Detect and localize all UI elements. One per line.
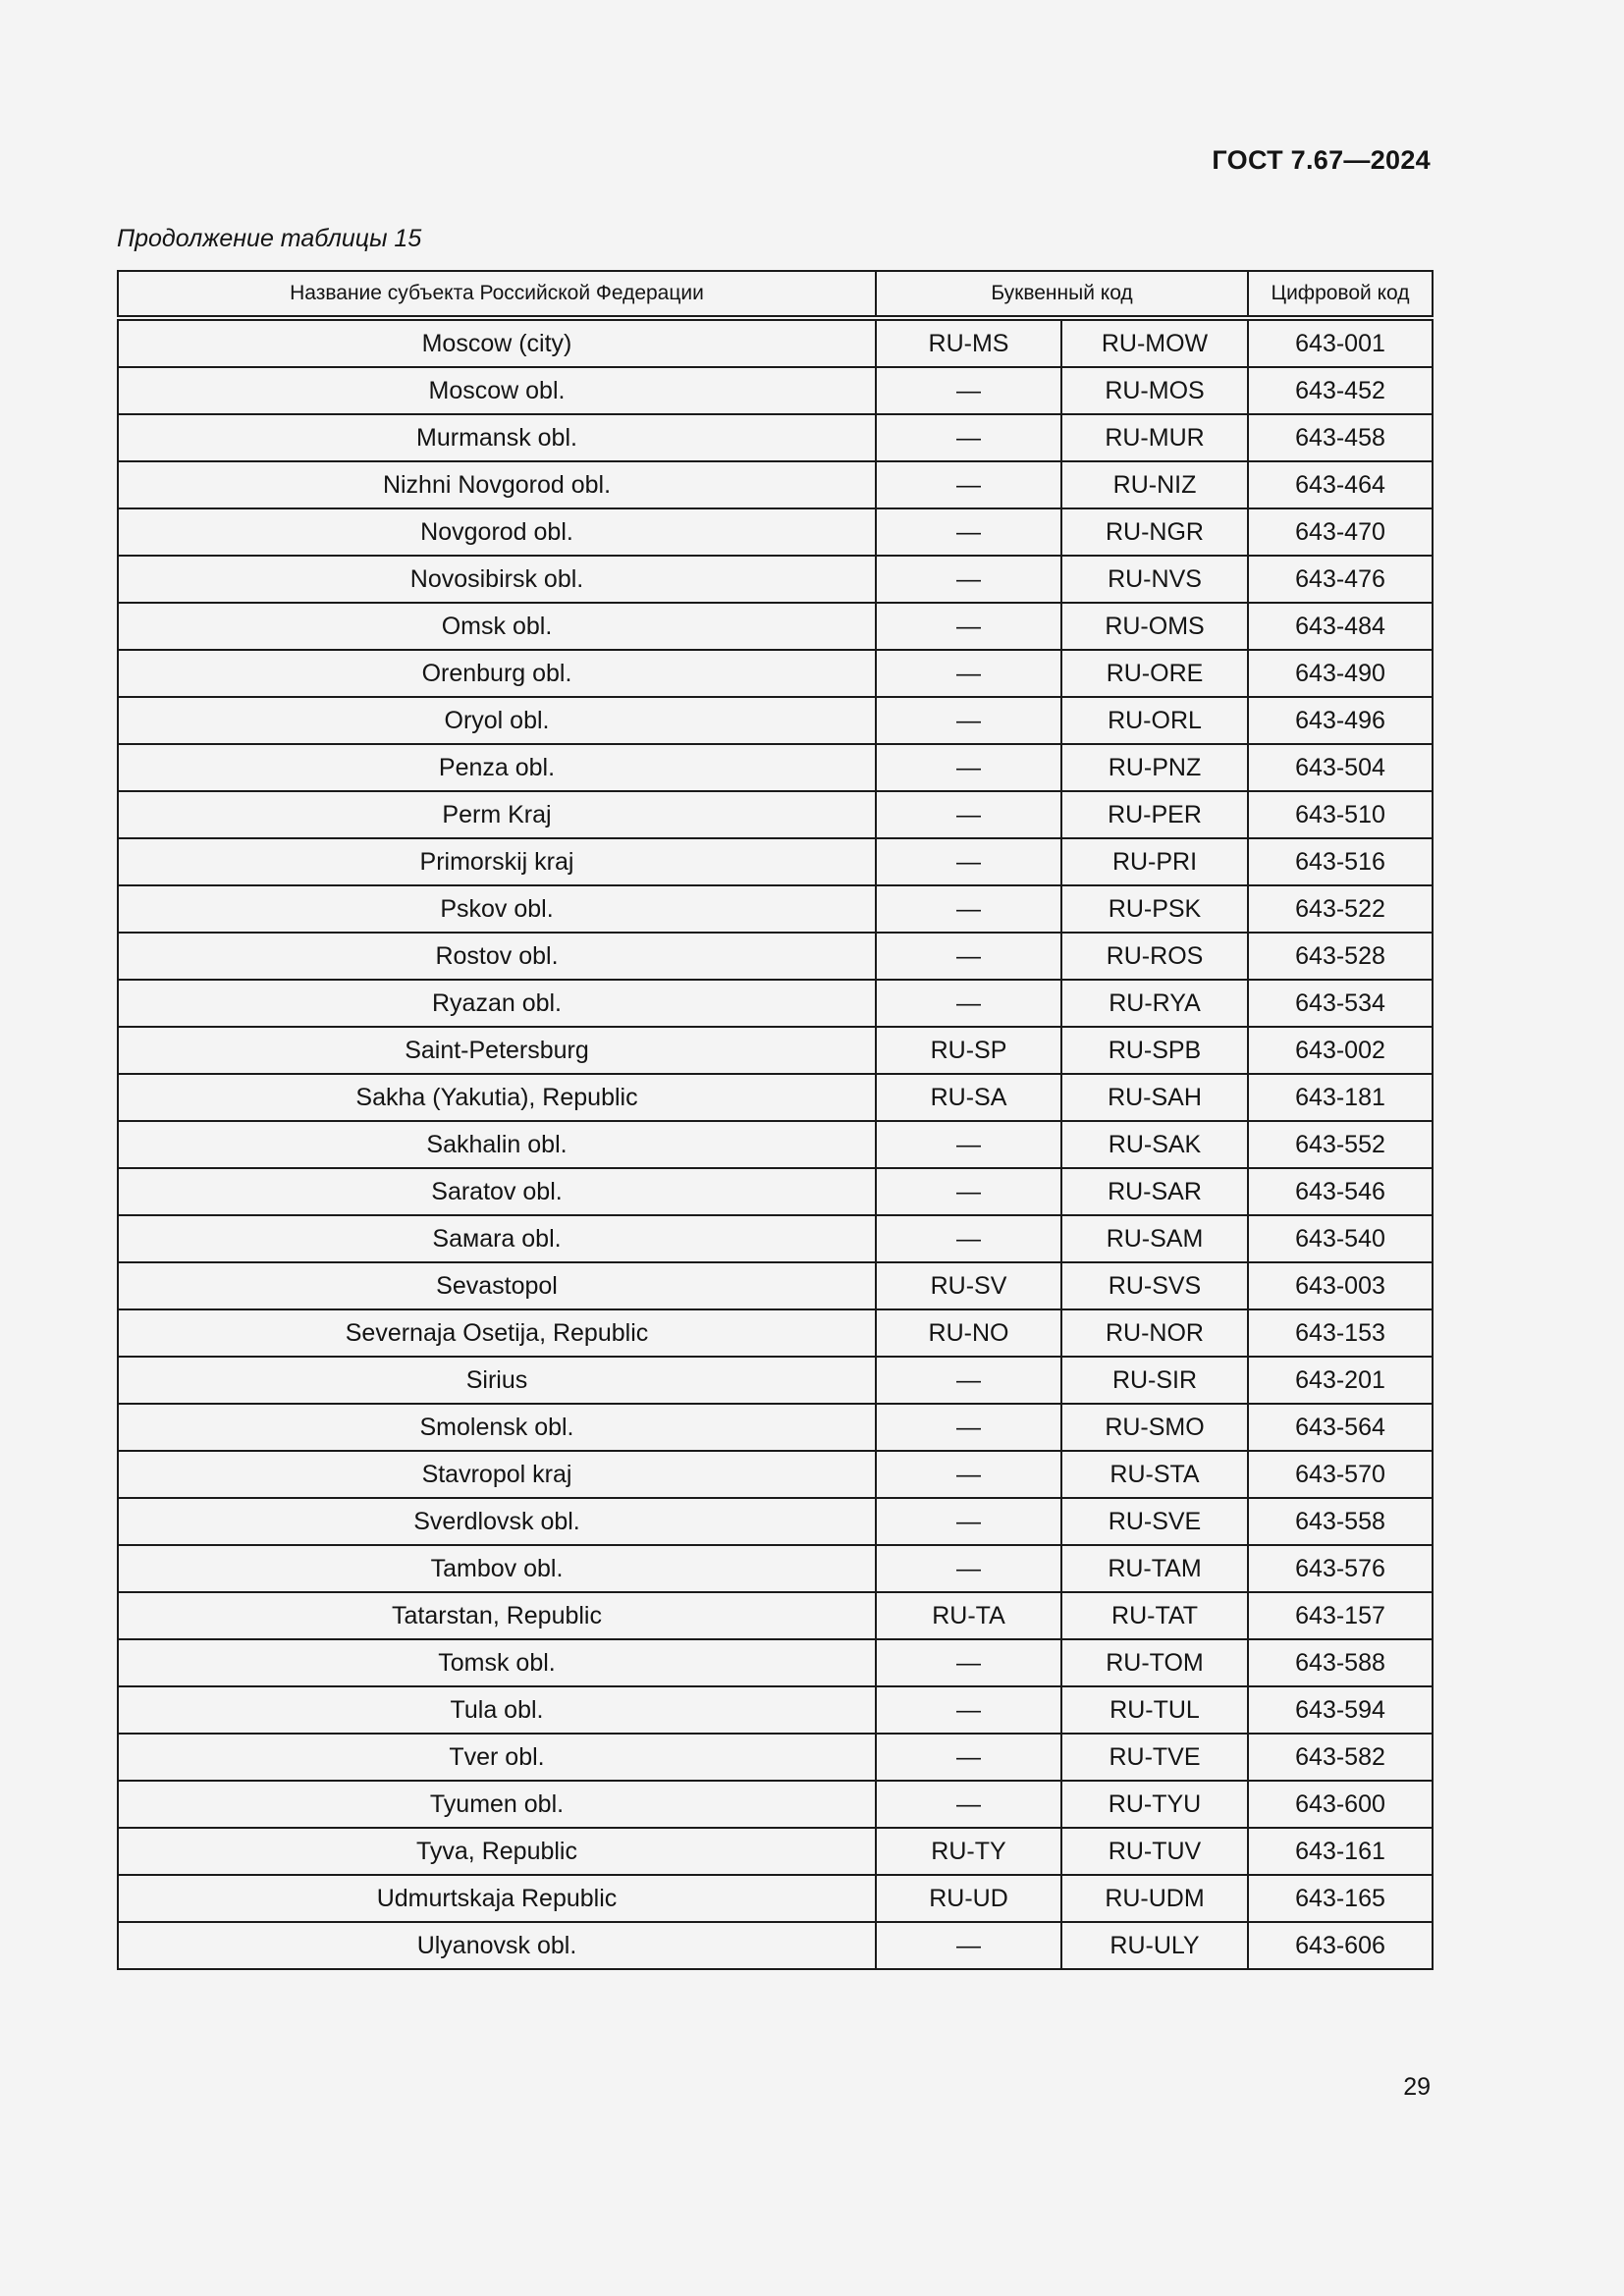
table-row (118, 1357, 1433, 1404)
alpha2-code-cell: — (876, 1404, 1061, 1451)
numeric-code-cell: 643-522 (1248, 885, 1433, 933)
alpha3-code-cell: RU-TAT (1061, 1592, 1248, 1639)
numeric-code-cell: 643-516 (1248, 838, 1433, 885)
alpha2-code-cell: — (876, 980, 1061, 1027)
region-name-cell: Tver obl. (118, 1734, 876, 1781)
table-row (118, 367, 1433, 414)
alpha2-code-cell: — (876, 838, 1061, 885)
alpha3-code-cell: RU-SAR (1061, 1168, 1248, 1215)
alpha3-code-cell: RU-SVS (1061, 1262, 1248, 1309)
numeric-code-cell: 643-161 (1248, 1828, 1433, 1875)
document-id: ГОСТ 7.67—2024 (1212, 145, 1431, 175)
numeric-code-cell: 643-181 (1248, 1074, 1433, 1121)
page-number: 29 (1403, 2073, 1431, 2101)
alpha2-code-cell: RU-TA (876, 1592, 1061, 1639)
numeric-code-cell: 643-504 (1248, 744, 1433, 791)
table-row (118, 1074, 1433, 1121)
region-name-cell: Omsk obl. (118, 603, 876, 650)
numeric-code-cell: 643-490 (1248, 650, 1433, 697)
numeric-code-cell: 643-600 (1248, 1781, 1433, 1828)
alpha2-code-cell: — (876, 1545, 1061, 1592)
numeric-code-cell: 643-582 (1248, 1734, 1433, 1781)
alpha3-code-cell: RU-ORE (1061, 650, 1248, 697)
alpha2-code-cell: RU-MS (876, 318, 1061, 367)
alpha2-code-cell: — (876, 414, 1061, 461)
region-name-cell: Sverdlovsk obl. (118, 1498, 876, 1545)
alpha3-code-cell: RU-ROS (1061, 933, 1248, 980)
region-name-cell: Rostov obl. (118, 933, 876, 980)
table-row (118, 1875, 1433, 1922)
alpha3-code-cell: RU-PER (1061, 791, 1248, 838)
alpha2-code-cell: — (876, 508, 1061, 556)
numeric-code-cell: 643-540 (1248, 1215, 1433, 1262)
alpha2-code-cell: — (876, 1121, 1061, 1168)
numeric-code-cell: 643-528 (1248, 933, 1433, 980)
alpha3-code-cell: RU-SMO (1061, 1404, 1248, 1451)
region-name-cell: Tambov obl. (118, 1545, 876, 1592)
numeric-code-cell: 643-003 (1248, 1262, 1433, 1309)
region-name-cell: Nizhni Novgorod obl. (118, 461, 876, 508)
region-name-cell: Ulyanovsk obl. (118, 1922, 876, 1969)
alpha3-code-cell: RU-SAK (1061, 1121, 1248, 1168)
table-row (118, 1027, 1433, 1074)
numeric-code-cell: 643-452 (1248, 367, 1433, 414)
alpha2-code-cell: — (876, 1215, 1061, 1262)
region-codes-table (117, 270, 1434, 1970)
alpha3-code-cell: RU-STA (1061, 1451, 1248, 1498)
alpha3-code-cell: RU-MOS (1061, 367, 1248, 414)
numeric-code-cell: 643-588 (1248, 1639, 1433, 1686)
table-row (118, 1121, 1433, 1168)
alpha2-code-cell: RU-UD (876, 1875, 1061, 1922)
table-body (118, 318, 1433, 1969)
region-name-cell: Primorskij kraj (118, 838, 876, 885)
numeric-code-cell: 643-001 (1248, 318, 1433, 367)
alpha3-code-cell: RU-TAM (1061, 1545, 1248, 1592)
table-row (118, 744, 1433, 791)
alpha3-code-cell: RU-TYU (1061, 1781, 1248, 1828)
table-row (118, 1592, 1433, 1639)
alpha2-code-cell: — (876, 1922, 1061, 1969)
column-header-digit-code: Цифровой код (1248, 271, 1433, 318)
region-name-cell: Saratov obl. (118, 1168, 876, 1215)
alpha2-code-cell: RU-SA (876, 1074, 1061, 1121)
column-header-name: Название субъекта Российской Федерации (118, 271, 876, 318)
alpha3-code-cell: RU-RYA (1061, 980, 1248, 1027)
alpha3-code-cell: RU-SIR (1061, 1357, 1248, 1404)
alpha2-code-cell: — (876, 791, 1061, 838)
table-row (118, 1168, 1433, 1215)
region-name-cell: Udmurtskaja Republic (118, 1875, 876, 1922)
region-name-cell: Tula obl. (118, 1686, 876, 1734)
table-row (118, 1922, 1433, 1969)
alpha3-code-cell: RU-OMS (1061, 603, 1248, 650)
alpha2-code-cell: — (876, 461, 1061, 508)
alpha3-code-cell: RU-TUL (1061, 1686, 1248, 1734)
alpha2-code-cell: — (876, 556, 1061, 603)
numeric-code-cell: 643-564 (1248, 1404, 1433, 1451)
table-row (118, 1686, 1433, 1734)
alpha3-code-cell: RU-MOW (1061, 318, 1248, 367)
alpha3-code-cell: RU-ORL (1061, 697, 1248, 744)
alpha3-code-cell: RU-PRI (1061, 838, 1248, 885)
table-row (118, 414, 1433, 461)
region-name-cell: Smolensk obl. (118, 1404, 876, 1451)
alpha2-code-cell: RU-SV (876, 1262, 1061, 1309)
column-header-letter-code: Буквенный код (876, 271, 1248, 318)
numeric-code-cell: 643-476 (1248, 556, 1433, 603)
numeric-code-cell: 643-470 (1248, 508, 1433, 556)
region-name-cell: Moscow obl. (118, 367, 876, 414)
alpha3-code-cell: RU-NOR (1061, 1309, 1248, 1357)
region-name-cell: Tomsk obl. (118, 1639, 876, 1686)
alpha2-code-cell: — (876, 885, 1061, 933)
region-name-cell: Sirius (118, 1357, 876, 1404)
table-row (118, 1781, 1433, 1828)
table-row (118, 885, 1433, 933)
region-name-cell: Sakha (Yakutia), Republic (118, 1074, 876, 1121)
numeric-code-cell: 643-496 (1248, 697, 1433, 744)
table-row (118, 1215, 1433, 1262)
table-header (118, 271, 1433, 318)
region-name-cell: Tyva, Republic (118, 1828, 876, 1875)
alpha2-code-cell: — (876, 1734, 1061, 1781)
alpha3-code-cell: RU-NVS (1061, 556, 1248, 603)
table-row (118, 1734, 1433, 1781)
numeric-code-cell: 643-484 (1248, 603, 1433, 650)
region-name-cell: Ryazan obl. (118, 980, 876, 1027)
region-name-cell: Pskov obl. (118, 885, 876, 933)
alpha2-code-cell: — (876, 1451, 1061, 1498)
table-row (118, 508, 1433, 556)
alpha2-code-cell: — (876, 603, 1061, 650)
numeric-code-cell: 643-570 (1248, 1451, 1433, 1498)
region-name-cell: Novosibirsk obl. (118, 556, 876, 603)
region-name-cell: Tatarstan, Republic (118, 1592, 876, 1639)
table-row (118, 791, 1433, 838)
alpha3-code-cell: RU-SVE (1061, 1498, 1248, 1545)
table-row (118, 980, 1433, 1027)
alpha2-code-cell: — (876, 697, 1061, 744)
table-row (118, 1498, 1433, 1545)
alpha2-code-cell: — (876, 1639, 1061, 1686)
table-row (118, 1545, 1433, 1592)
alpha3-code-cell: RU-MUR (1061, 414, 1248, 461)
alpha3-code-cell: RU-SAH (1061, 1074, 1248, 1121)
alpha3-code-cell: RU-PNZ (1061, 744, 1248, 791)
numeric-code-cell: 643-558 (1248, 1498, 1433, 1545)
numeric-code-cell: 643-464 (1248, 461, 1433, 508)
alpha2-code-cell: RU-SP (876, 1027, 1061, 1074)
alpha2-code-cell: — (876, 1357, 1061, 1404)
region-name-cell: Stavropol kraj (118, 1451, 876, 1498)
region-name-cell: Murmansk obl. (118, 414, 876, 461)
region-name-cell: Perm Kraj (118, 791, 876, 838)
alpha2-code-cell: — (876, 1686, 1061, 1734)
region-name-cell: Novgorod obl. (118, 508, 876, 556)
numeric-code-cell: 643-546 (1248, 1168, 1433, 1215)
alpha2-code-cell: RU-NO (876, 1309, 1061, 1357)
table-row (118, 318, 1433, 367)
region-name-cell: Sevastopol (118, 1262, 876, 1309)
table-row (118, 1639, 1433, 1686)
numeric-code-cell: 643-165 (1248, 1875, 1433, 1922)
alpha2-code-cell: — (876, 1498, 1061, 1545)
table-row (118, 1262, 1433, 1309)
region-name-cell: Orenburg obl. (118, 650, 876, 697)
alpha3-code-cell: RU-UDM (1061, 1875, 1248, 1922)
table-caption: Продолжение таблицы 15 (117, 225, 422, 252)
numeric-code-cell: 643-201 (1248, 1357, 1433, 1404)
alpha3-code-cell: RU-TVE (1061, 1734, 1248, 1781)
numeric-code-cell: 643-458 (1248, 414, 1433, 461)
alpha2-code-cell: RU-TY (876, 1828, 1061, 1875)
table-row (118, 1309, 1433, 1357)
region-name-cell: Tyumen obl. (118, 1781, 876, 1828)
table-row (118, 650, 1433, 697)
table-row (118, 461, 1433, 508)
alpha2-code-cell: — (876, 650, 1061, 697)
region-name-cell: Penza obl. (118, 744, 876, 791)
numeric-code-cell: 643-576 (1248, 1545, 1433, 1592)
alpha3-code-cell: RU-TUV (1061, 1828, 1248, 1875)
numeric-code-cell: 643-552 (1248, 1121, 1433, 1168)
region-name-cell: Saмara obl. (118, 1215, 876, 1262)
region-name-cell: Saint-Petersburg (118, 1027, 876, 1074)
numeric-code-cell: 643-606 (1248, 1922, 1433, 1969)
region-name-cell: Oryol obl. (118, 697, 876, 744)
alpha3-code-cell: RU-PSK (1061, 885, 1248, 933)
alpha3-code-cell: RU-NGR (1061, 508, 1248, 556)
table-row (118, 1828, 1433, 1875)
numeric-code-cell: 643-594 (1248, 1686, 1433, 1734)
table-row (118, 603, 1433, 650)
region-name-cell: Moscow (city) (118, 318, 876, 367)
alpha2-code-cell: — (876, 367, 1061, 414)
table-row (118, 556, 1433, 603)
alpha3-code-cell: RU-NIZ (1061, 461, 1248, 508)
table-row (118, 838, 1433, 885)
region-name-cell: Sakhalin obl. (118, 1121, 876, 1168)
table-row (118, 933, 1433, 980)
table-header-row (118, 271, 1433, 318)
table-row (118, 1451, 1433, 1498)
alpha3-code-cell: RU-ULY (1061, 1922, 1248, 1969)
numeric-code-cell: 643-157 (1248, 1592, 1433, 1639)
alpha2-code-cell: — (876, 933, 1061, 980)
numeric-code-cell: 643-534 (1248, 980, 1433, 1027)
alpha2-code-cell: — (876, 744, 1061, 791)
alpha3-code-cell: RU-SAM (1061, 1215, 1248, 1262)
alpha2-code-cell: — (876, 1168, 1061, 1215)
alpha2-code-cell: — (876, 1781, 1061, 1828)
numeric-code-cell: 643-510 (1248, 791, 1433, 838)
region-name-cell: Severnaja Osetija, Republic (118, 1309, 876, 1357)
table-row (118, 1404, 1433, 1451)
numeric-code-cell: 643-002 (1248, 1027, 1433, 1074)
alpha3-code-cell: RU-SPB (1061, 1027, 1248, 1074)
alpha3-code-cell: RU-TOM (1061, 1639, 1248, 1686)
table-row (118, 697, 1433, 744)
numeric-code-cell: 643-153 (1248, 1309, 1433, 1357)
